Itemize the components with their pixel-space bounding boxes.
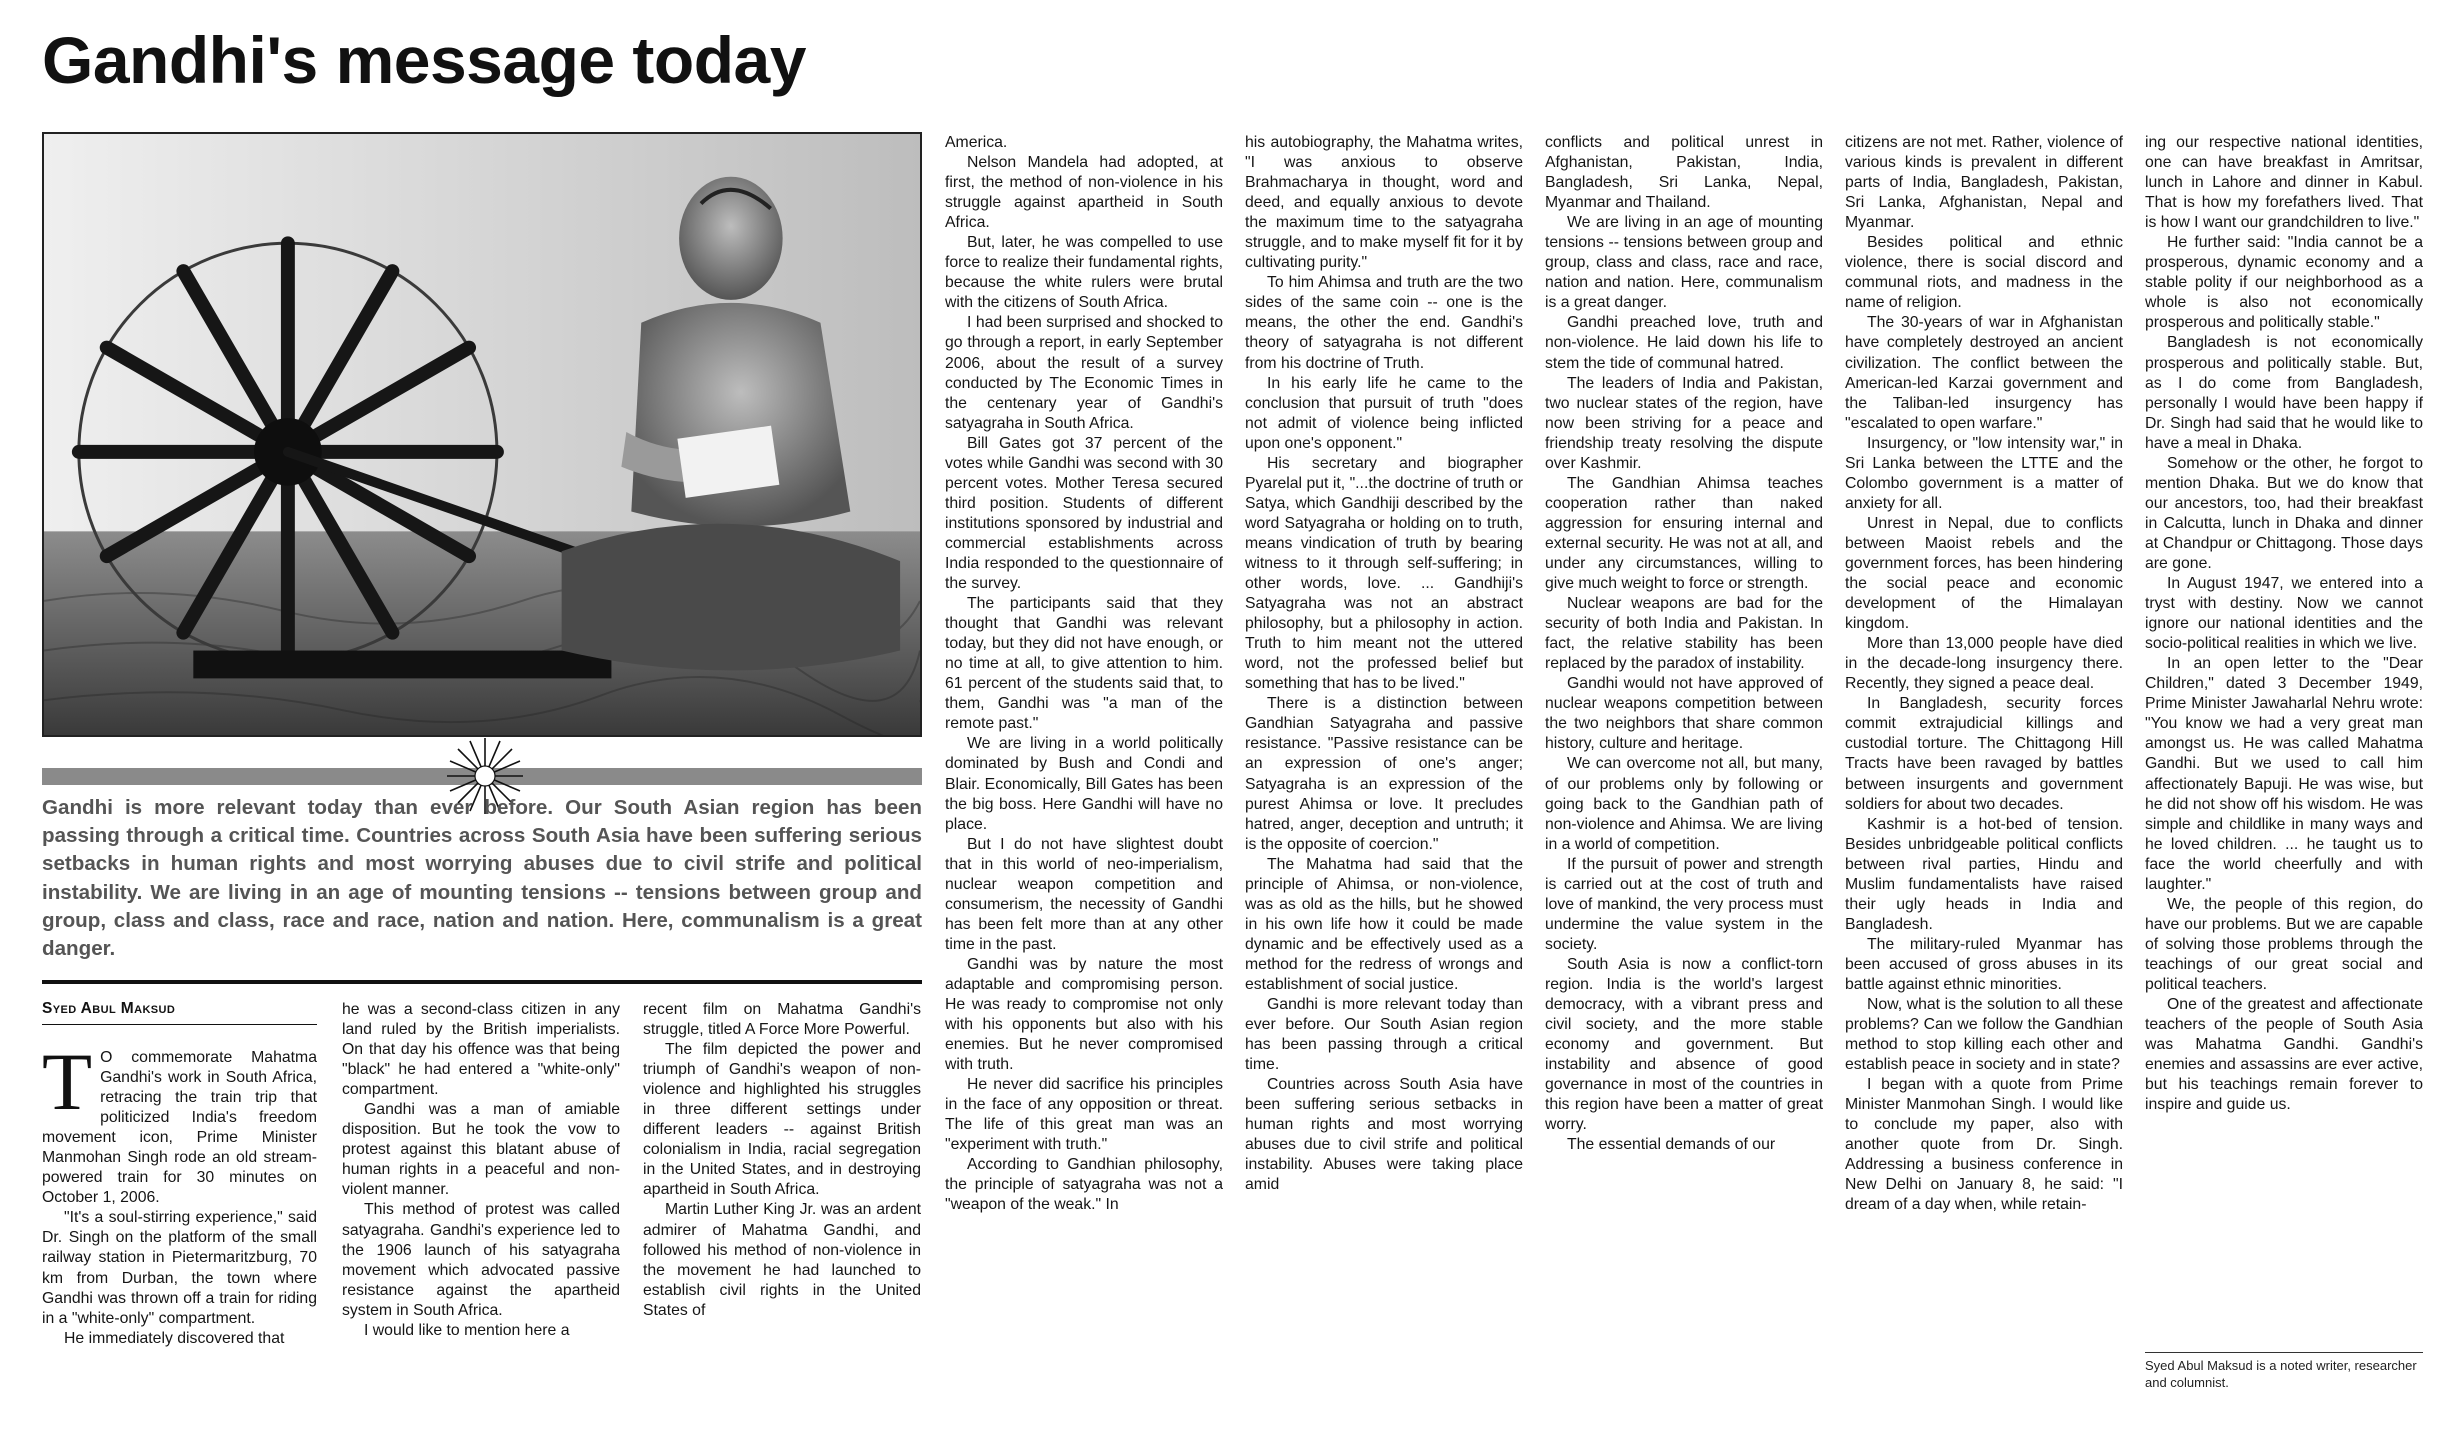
paragraph: There is a distinction between Gandhian Satyagraha and passive resistance. "Passive resistance can be an expression of one's anger; Satyagraha is an expression of the purest Ahimsa or love. It precludes hatred, anger, deception and untruth; it is the opposite of coercion." bbox=[1245, 695, 1523, 853]
paragraph: He immediately discovered that bbox=[64, 1329, 285, 1347]
paragraph: The military-ruled Myanmar has been accused of gross abuses in its battle against ethnic minorities. bbox=[1845, 935, 2123, 993]
paragraph: We are living in an age of mounting tensions -- tensions between group and group, class and class, race and race, nation and nation. Here, communalism is a great danger. bbox=[1545, 214, 1823, 312]
paragraph: We are living in a world politically dominated by Bush and Condi and Blair. Economically, Bill Gates has been the big boss. Here Gandhi will have no place. bbox=[945, 735, 1223, 833]
paragraph: The film depicted the power and triumph of Gandhi's weapon of non-violence and highlighted his struggles in three different settings under different leaders -- against British colonialism in India, racial segregation in the United States, and in destroying apartheid in South Africa. bbox=[643, 1041, 921, 1199]
paragraph: Gandhi was a man of amiable disposition. But he took the vow to protest against this blatant abuse of human rights in a peaceful and non-violent manner. bbox=[342, 1101, 620, 1199]
headline: Gandhi's message today bbox=[42, 23, 806, 97]
paragraph: Insurgency, or "low intensity war," in Sri Lanka between the LTTE and the Colombo government is a matter of anxiety for all. bbox=[1845, 434, 2123, 512]
paragraph: Bangladesh is not economically prosperous and politically stable. But, as I do come from Bangladesh, personally I would have been happy if Dr. Singh had said that he would like to have a meal in Dhaka. bbox=[2145, 334, 2423, 452]
paragraph: Nuclear weapons are bad for the security of both India and Pakistan. In fact, the relative stability has been replaced by the paradox of instability. bbox=[1545, 595, 1823, 673]
paragraph: Gandhi is more relevant today than ever before. Our South Asian region has been passing through a critical time. bbox=[1245, 996, 1523, 1074]
paragraph: conflicts and political unrest in Afghanistan, Pakistan, India, Bangladesh, Sri Lanka, Nepal, Myanmar and Thailand. bbox=[1545, 134, 1823, 212]
paragraph: Nelson Mandela had adopted, at first, the method of non-violence in his struggle against apartheid in South Africa. bbox=[945, 154, 1223, 232]
author-note: Syed Abul Maksud is a noted writer, researcher and columnist. bbox=[2145, 1352, 2423, 1391]
article-column-7 bbox=[1845, 133, 2123, 1433]
paragraph: But I do not have slightest doubt that in this world of neo-imperialism, nuclear weapon competition and consumerism, the necessity of Gandhi has been felt more than at any other time in the past. bbox=[945, 835, 1223, 953]
paragraph: The 30-years of war in Afghanistan have completely destroyed an ancient civilization. The conflict between the American-led Karzai government and the Taliban-led insurgency has "escalated to open warfare." bbox=[1845, 314, 2123, 432]
paragraph: The Mahatma had said that the principle of Ahimsa, or non-violence, was as old as the hills, but he showed in his own life how it could be made dynamic and be effectively used as a method for the redress of wrongs and establishment of social justice. bbox=[1245, 855, 1523, 993]
paragraph: I would like to mention here a bbox=[364, 1321, 570, 1339]
drop-cap: T bbox=[42, 1048, 93, 1127]
paragraph: Countries across South Asia have been suffering serious setbacks in human rights and most worrying abuses due to civil strife and political instability. Abuses were taking place amid bbox=[1245, 1076, 1523, 1194]
article-column-3 bbox=[643, 1000, 921, 1432]
paragraph: More than 13,000 people have died in the decade-long insurgency there. Recently, they signed a peace deal. bbox=[1845, 635, 2123, 693]
paragraph: He never did sacrifice his principles in the face of any opposition or threat. The life of this great man was an "experiment with truth." bbox=[945, 1076, 1223, 1154]
paragraph: Bill Gates got 37 percent of the votes while Gandhi was second with 30 percent votes. Mother Teresa secured third position. Students of different institutions sponsored by industrial and commercial establishments across India responded to the questionnaire of the survey. bbox=[945, 434, 1223, 593]
pull-quote: Gandhi is more relevant today than ever before. Our South Asian region has been passing through a critical time. Countries across South Asia have been suffering serious setbacks in human rights and most worrying abuses due to civil strife and political instability. We are living in an age of mounting tensions -- tensions between group and group, class and class, race and race, nation and nation. Here, communalism is a great danger. bbox=[42, 796, 922, 961]
article-column-1 bbox=[42, 1048, 317, 1433]
article-column-2 bbox=[342, 1000, 620, 1432]
paragraph: Now, what is the solution to all these problems? Can we follow the Gandhian method to stop killing each other and establish peace in society and in state? bbox=[1845, 996, 2123, 1074]
paragraph: America. bbox=[945, 134, 1008, 151]
paragraph: recent film on Mahatma Gandhi's struggle, titled A Force More Powerful. bbox=[643, 1001, 921, 1039]
paragraph: he was a second-class citizen in any land ruled by the British imperialists. On that day his offence was that being "black" he had entered a "white-only" compartment. bbox=[342, 1001, 620, 1099]
paragraph: I began with a quote from Prime Minister Manmohan Singh. I would like to conclude my paper, also with another quote from Dr. Singh. Addressing a business conference in New Delhi on January 8, he said: "I dream of a day when, while retain- bbox=[1845, 1076, 2123, 1214]
paragraph: In an open letter to the "Dear Children," dated 3 December 1949, Prime Minister Jawaharlal Nehru wrote: "You know we had a very great man amongst us. He was called Mahatma Gandhi. But we used to call him affectionately Bapuji. He was wise, but he did not show off his wisdom. He was simple and childlike in many ways and he loved children. ... he taught us to face the world cheerfully and with laughter." bbox=[2145, 655, 2423, 893]
paragraph: "It's a soul-stirring experience," said Dr. Singh on the platform of the small railway station in Pietermaritzburg, 70 km from Durban, the town where Gandhi was thrown off a train for riding in a "white-only" compartment. bbox=[42, 1209, 317, 1327]
paragraph: His secretary and biographer Pyarelal put it, "...the doctrine of truth or Satya, which Gandhiji described by the word Satyagraha or holding on to truth, means vindication of truth by bearing witness to it through self-suffering; in other words, love. ... Gandhiji's Satyagraha was not an abstract philosophy, but a philosophy in action. Truth to him meant not the uttered word, not the professed belief but something that has to be lived." bbox=[1245, 454, 1523, 693]
paragraph: According to Gandhian philosophy, the principle of satyagraha was not a "weapon of the weak." In bbox=[945, 1156, 1223, 1214]
paragraph: The essential demands of our bbox=[1567, 1136, 1776, 1154]
paragraph: O commemorate Mahatma Gandhi's work in South Africa, retracing the train trip that politicized India's freedom movement icon, Prime Minister Manmohan Singh rode an old stream-powered train for 30 minutes on October 1, 2006. bbox=[42, 1049, 317, 1207]
paragraph: The participants said that they thought that Gandhi was relevant today, but they did not have enough, or no time at all, to give attention to him. 61 percent of the students said that, to them, Gandhi was "a man of the remote past." bbox=[945, 595, 1223, 733]
photo-illustration bbox=[44, 134, 920, 735]
paragraph: In August 1947, we entered into a tryst with destiny. Now we cannot ignore our national identities and the socio-political realities in which we live. bbox=[2145, 575, 2423, 653]
byline-rule bbox=[42, 980, 922, 984]
paragraph: This method of protest was called satyagraha. Gandhi's experience led to the 1906 launch of his satyagraha movement which advocated passive resistance against the apartheid system in South Africa. bbox=[342, 1201, 620, 1319]
paragraph: He further said: "India cannot be a prosperous, dynamic economy and a stable polity if our neighborhood as a whole is also not economically prosperous and politically stable." bbox=[2145, 234, 2423, 332]
article-column-4 bbox=[945, 133, 1223, 1433]
paragraph: In his early life he came to the conclusion that pursuit of truth "does not admit of violence being inflicted upon one's opponent." bbox=[1245, 374, 1523, 452]
paragraph: To him Ahimsa and truth are the two sides of the same coin -- one is the means, the other the end. Gandhi's theory of satyagraha is not different from his doctrine of Truth. bbox=[1245, 274, 1523, 372]
paragraph: ing our respective national identities, one can have breakfast in Amritsar, lunch in Lahore and dinner in Kabul. That is how my forefathers lived. That is how I want our grandchildren to live." bbox=[2145, 134, 2423, 232]
article-column-8 bbox=[2145, 133, 2423, 1338]
paragraph: In Bangladesh, security forces commit extrajudicial killings and custodial torture. The Chittagong Hill Tracts have been ravaged by battles between insurgents and government soldiers for about two decades. bbox=[1845, 695, 2123, 813]
paragraph: Gandhi preached love, truth and non-violence. He laid down his life to stem the tide of communal hatred. bbox=[1545, 314, 1823, 372]
paragraph: Martin Luther King Jr. was an ardent admirer of Mahatma Gandhi, and followed his method of non-violence in the movement he had launched to establish civil rights in the United States of bbox=[643, 1201, 921, 1319]
paragraph: I had been surprised and shocked to go through a report, in early September 2006, about the result of a survey conducted by The Economic Times in the centenary year of Gandhi's satyagraha in South Africa. bbox=[945, 314, 1223, 432]
paragraph: citizens are not met. Rather, violence of various kinds is prevalent in different parts of India, Bangladesh, Pakistan, Sri Lanka, Afghanistan, Nepal and Myanmar. bbox=[1845, 134, 2123, 232]
paragraph: Kashmir is a hot-bed of tension. Besides unbridgeable political conflicts between rival parties, Hindu and Muslim fundamentalists have raised their ugly heads in India and Bangladesh. bbox=[1845, 815, 2123, 933]
paragraph: One of the greatest and affectionate teachers of the people of South Asia was Mahatma Gandhi. Gandhi's enemies and assassins are ever active, but his teachings remain forever to inspire and guide us. bbox=[2145, 996, 2423, 1114]
article-column-5 bbox=[1245, 133, 1523, 1433]
gandhi-photo bbox=[42, 132, 922, 737]
paragraph: The leaders of India and Pakistan, two nuclear states of the region, have now been striving for a peace and friendship treaty resolving the dispute over Kashmir. bbox=[1545, 374, 1823, 472]
paragraph: Somehow or the other, he forgot to mention Dhaka. But we do know that our ancestors, too, had their breakfast in Calcutta, lunch in Dhaka and dinner at Chandpur or Chittagong. Those days are gone. bbox=[2145, 454, 2423, 572]
paragraph: The Gandhian Ahimsa teaches cooperation rather than naked aggression for ensuring internal and external security. He was not at all, and under any circumstances, willing to give much weight to force or strength. bbox=[1545, 474, 1823, 593]
paragraph: If the pursuit of power and strength is carried out at the cost of truth and love of mankind, the very process must undermine the value system in the society. bbox=[1545, 855, 1823, 953]
paragraph: We can overcome not all, but many, of our problems only by following or going back to the Gandhian path of non-violence and Ahimsa. We are living in a world of competition. bbox=[1545, 755, 1823, 853]
paragraph: Gandhi would not have approved of nuclear weapons competition between the two neighbors that share common history, culture and heritage. bbox=[1545, 675, 1823, 753]
paragraph: Unrest in Nepal, due to conflicts between Maoist rebels and the government forces, has been hindering the social peace and economic development of the Himalayan kingdom. bbox=[1845, 514, 2123, 633]
paragraph: We, the people of this region, do have our problems. But we are capable of solving those problems through the teachings of our great social and political teachers. bbox=[2145, 895, 2423, 993]
paragraph: Besides political and ethnic violence, there is social discord and communal riots, and madness in the name of religion. bbox=[1845, 234, 2123, 312]
paragraph: But, later, he was compelled to use force to realize their fundamental rights, because the white rulers were brutal with the citizens of South Africa. bbox=[945, 234, 1223, 312]
byline: Syed Abul Maksud bbox=[42, 1000, 317, 1025]
paragraph: his autobiography, the Mahatma writes, "I was anxious to observe Brahmacharya in thought, word and deed, and equally anxious to devote the maximum time to the satyagraha struggle, and to make myself fit for it by cultivating purity." bbox=[1245, 134, 1523, 272]
article-column-6 bbox=[1545, 133, 1823, 1433]
paragraph: Gandhi was by nature the most adaptable and compromising person. He was ready to compromise not only with his opponents but also with his enemies. But he never compromised with truth. bbox=[945, 955, 1223, 1074]
paragraph: South Asia is now a conflict-torn region. India is the world's largest democracy, with a vibrant press and civil society, and the more stable economy and government. But instability and absence of good governance in most of the countries in this region have been a matter of great worry. bbox=[1545, 955, 1823, 1134]
